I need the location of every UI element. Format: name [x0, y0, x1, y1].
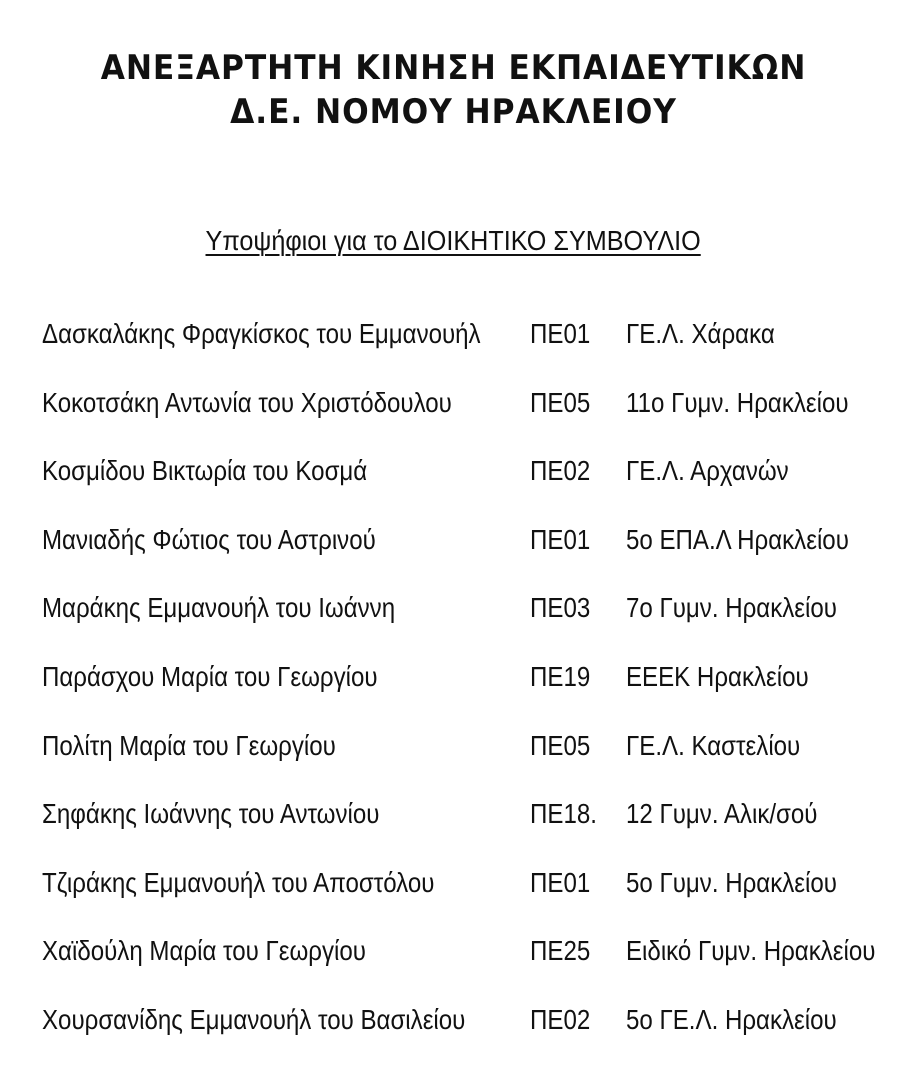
candidate-specialty: ΠΕ01	[530, 523, 591, 555]
candidate-row	[0, 661, 907, 730]
candidate-school: 11ο Γυμν. Ηρακλείου	[626, 386, 849, 418]
candidate-school: ΓΕ.Λ. Καστελίου	[626, 729, 801, 761]
document-title-line1: ΑΝΕΞΑΡΤΗΤΗ ΚΙΝΗΣΗ ΕΚΠΑΙΔΕΥΤΙΚΩΝ	[100, 48, 807, 88]
candidate-school: ΓΕ.Λ. Αρχανών	[626, 455, 789, 487]
candidate-specialty: ΠΕ19	[530, 660, 591, 692]
candidate-name: Παράσχου Μαρία του Γεωργίου	[42, 660, 378, 692]
candidate-list	[0, 318, 907, 1073]
section-subtitle	[0, 225, 907, 257]
candidate-specialty: ΠΕ18.	[530, 798, 597, 830]
candidate-school: ΓΕ.Λ. Χάρακα	[626, 318, 775, 349]
section-subtitle-text: Υποψήφιοι για το ΔΙΟΙΚΗΤΙΚΟ ΣΥΜΒΟΥΛΙΟ	[205, 225, 702, 256]
candidate-school: 12 Γυμν. Αλικ/σού	[626, 798, 818, 830]
candidate-name: Μανιαδής Φώτιος του Αστρινού	[42, 523, 376, 555]
candidate-row	[0, 455, 907, 524]
candidate-specialty: ΠΕ25	[530, 935, 591, 967]
candidate-name: Κοσμίδου Βικτωρία του Κοσμά	[42, 455, 368, 487]
candidate-name: Τζιράκης Εμμανουήλ του Αποστόλου	[42, 866, 435, 898]
candidate-specialty: ΠΕ02	[530, 1003, 591, 1035]
candidate-school: 5ο Γυμν. Ηρακλείου	[626, 866, 837, 898]
candidate-school: Ειδικό Γυμν. Ηρακλείου	[626, 935, 876, 967]
candidate-row	[0, 1004, 907, 1073]
candidate-specialty: ΠΕ05	[530, 386, 591, 418]
document-title-line2: Δ.Ε. ΝΟΜΟΥ ΗΡΑΚΛΕΙΟΥ	[230, 92, 677, 132]
candidate-name: Δασκαλάκης Φραγκίσκος του Εμμανουήλ	[42, 318, 481, 349]
candidate-name: Μαράκης Εμμανουήλ του Ιωάννη	[42, 592, 396, 624]
candidate-specialty: ΠΕ01	[530, 866, 591, 898]
candidate-name: Σηφάκης Ιωάννης του Αντωνίου	[42, 798, 380, 830]
candidate-row	[0, 798, 907, 867]
candidate-row	[0, 318, 907, 387]
candidate-specialty: ΠΕ05	[530, 729, 591, 761]
candidate-school: 7ο Γυμν. Ηρακλείου	[626, 592, 837, 624]
candidate-row	[0, 387, 907, 456]
candidate-name: Πολίτη Μαρία του Γεωργίου	[42, 729, 336, 761]
candidate-name: Χουρσανίδης Εμμανουήλ του Βασιλείου	[42, 1003, 466, 1035]
candidate-row	[0, 867, 907, 936]
candidate-school: 5ο ΕΠΑ.Λ Ηρακλείου	[626, 523, 849, 555]
candidate-school: ΕΕΕΚ Ηρακλείου	[626, 660, 809, 692]
candidate-row	[0, 524, 907, 593]
candidate-row	[0, 730, 907, 799]
candidate-specialty: ΠΕ01	[530, 318, 591, 349]
candidate-name: Χαϊδούλη Μαρία του Γεωργίου	[42, 935, 366, 967]
candidate-specialty: ΠΕ03	[530, 592, 591, 624]
candidate-specialty: ΠΕ02	[530, 455, 591, 487]
candidate-name: Κοκοτσάκη Αντωνία του Χριστόδουλου	[42, 386, 452, 418]
candidate-row	[0, 935, 907, 1004]
candidate-school: 5ο ΓΕ.Λ. Ηρακλείου	[626, 1003, 837, 1035]
candidate-row	[0, 592, 907, 661]
